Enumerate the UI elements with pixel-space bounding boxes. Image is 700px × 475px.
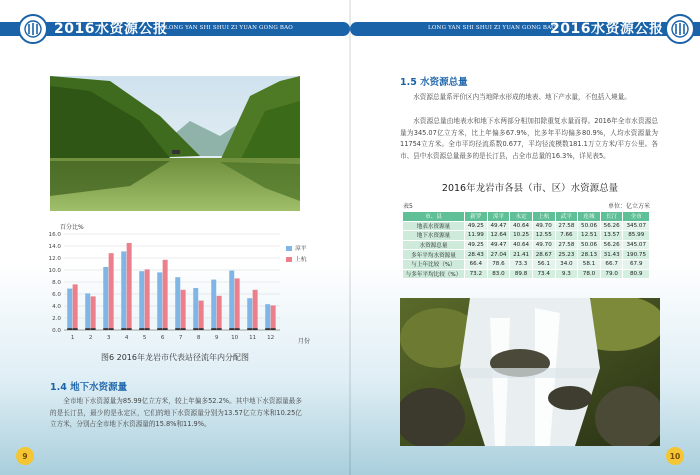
chart-bar-base bbox=[247, 328, 252, 330]
chart-ytick-label: 14.0 bbox=[48, 244, 61, 250]
chart-bar-base bbox=[127, 328, 132, 330]
waterfall-photo bbox=[400, 298, 660, 446]
chart-bar-series1 bbox=[175, 277, 180, 330]
table-cell: 66.4 bbox=[465, 259, 488, 269]
table-cell: 78.0 bbox=[578, 269, 601, 279]
chart-bar-base bbox=[73, 328, 78, 330]
table-row bbox=[403, 231, 650, 241]
table-cell: 73.4 bbox=[532, 269, 555, 279]
table-header-cell: 连城 bbox=[578, 212, 601, 222]
table-cell: 13.57 bbox=[600, 231, 623, 241]
chart-xtick-label: 9 bbox=[214, 335, 219, 341]
chart-bar-base bbox=[139, 328, 144, 330]
chart-bar-base bbox=[271, 328, 276, 330]
table-row bbox=[403, 269, 650, 279]
water-logo-icon bbox=[18, 14, 48, 44]
chart-ytick-label: 10.0 bbox=[48, 268, 61, 274]
chart-xtick-label: 4 bbox=[124, 335, 129, 341]
table-cell: 49.70 bbox=[532, 221, 555, 231]
table-header-row bbox=[403, 212, 650, 222]
table-header-cell: 上杭 bbox=[532, 212, 555, 222]
chart-xtick-label: 1 bbox=[70, 335, 75, 341]
table-header-cell: 永定 bbox=[510, 212, 533, 222]
table-cell: 27.58 bbox=[555, 221, 578, 231]
table-header-cell: 新罗 bbox=[465, 212, 488, 222]
chart-ytick-label: 12.0 bbox=[48, 256, 61, 262]
chart-bar-series1 bbox=[139, 271, 144, 330]
table-cell: 89.8 bbox=[510, 269, 533, 279]
table-row bbox=[403, 240, 650, 250]
table-cell: 49.47 bbox=[487, 221, 510, 231]
table-cell: 21.41 bbox=[510, 250, 533, 260]
chart-ytick-label: 6.0 bbox=[52, 292, 61, 298]
chart-legend-label: 漳平 bbox=[295, 246, 307, 252]
chart-ytick-label: 8.0 bbox=[52, 280, 61, 286]
header-subtitle: LONG YAN SHI SHUI ZI YUAN GONG BAO bbox=[165, 25, 294, 31]
chart-bar-series2 bbox=[253, 290, 258, 330]
page-number-left: 9 bbox=[16, 447, 34, 465]
chart-xlabel: 月份 bbox=[298, 338, 311, 345]
table-row-label: 水资源总量 bbox=[403, 240, 465, 250]
figure-caption: 图6 2016年龙岩市代表站径流年内分配图 bbox=[101, 353, 249, 362]
chart-ytick-label: 16.0 bbox=[48, 232, 61, 238]
table-cell: 7.66 bbox=[555, 231, 578, 241]
table-cell: 49.47 bbox=[487, 240, 510, 250]
runoff-chart bbox=[30, 222, 320, 350]
chart-xtick-label: 7 bbox=[178, 335, 183, 341]
chart-bar-series1 bbox=[247, 298, 252, 330]
chart-bar-base bbox=[91, 328, 96, 330]
table-cell: 31.43 bbox=[600, 250, 623, 260]
chart-legend-swatch bbox=[286, 246, 292, 251]
chart-xtick-label: 2 bbox=[88, 335, 93, 341]
chart-bar-series2 bbox=[217, 296, 222, 330]
page-number-right: 10 bbox=[666, 447, 684, 465]
chart-bar-base bbox=[235, 328, 240, 330]
table-row bbox=[403, 221, 650, 231]
section-title-total: 1.5 水资源总量 bbox=[400, 77, 468, 88]
table-cell: 12.64 bbox=[487, 231, 510, 241]
table-cell: 66.7 bbox=[600, 259, 623, 269]
table-cell: 83.0 bbox=[487, 269, 510, 279]
lake-photo bbox=[50, 76, 300, 211]
table-cell: 28.43 bbox=[465, 250, 488, 260]
table-cell: 85.99 bbox=[623, 231, 650, 241]
chart-ytick-label: 4.0 bbox=[52, 304, 61, 310]
chart-bar-base bbox=[229, 328, 234, 330]
table-title: 2016年龙岩市各县（市、区）水资源总量 bbox=[441, 183, 619, 194]
right-header bbox=[350, 14, 700, 44]
table-cell: 58.1 bbox=[578, 259, 601, 269]
chart-bar-series1 bbox=[265, 304, 270, 330]
table-header-cell: 武平 bbox=[555, 212, 578, 222]
chart-bar-series1 bbox=[103, 267, 108, 330]
chart-bar-series2 bbox=[199, 301, 204, 330]
table-cell: 12.55 bbox=[532, 231, 555, 241]
table-cell: 25.23 bbox=[555, 250, 578, 260]
chart-bar-base bbox=[253, 328, 258, 330]
table-cell: 345.07 bbox=[623, 240, 650, 250]
table-row bbox=[403, 259, 650, 269]
chart-bar-base bbox=[181, 328, 186, 330]
table-cell: 49.25 bbox=[465, 240, 488, 250]
table-cell: 79.0 bbox=[600, 269, 623, 279]
chart-bar-base bbox=[121, 328, 126, 330]
chart-bar-base bbox=[109, 328, 114, 330]
chart-bar-series1 bbox=[157, 272, 162, 330]
chart-bar-series2 bbox=[181, 290, 186, 330]
chart-xtick-label: 3 bbox=[106, 335, 111, 341]
table-cell: 50.06 bbox=[578, 240, 601, 250]
table-cell: 49.25 bbox=[465, 221, 488, 231]
table-cell: 56.26 bbox=[600, 221, 623, 231]
chart-bar-base bbox=[265, 328, 270, 330]
table-cell: 73.2 bbox=[465, 269, 488, 279]
table-unit: 单位：亿立方米 bbox=[608, 203, 651, 210]
chart-bar-series2 bbox=[145, 269, 150, 330]
table-cell: 40.64 bbox=[510, 240, 533, 250]
chart-bar-base bbox=[217, 328, 222, 330]
chart-bar-base bbox=[211, 328, 216, 330]
chart-bar-series2 bbox=[127, 243, 132, 330]
left-header bbox=[0, 14, 350, 44]
header-title: 2016水资源公报 bbox=[54, 21, 168, 37]
table-cell: 28.67 bbox=[532, 250, 555, 260]
chart-bar-base bbox=[175, 328, 180, 330]
table-cell: 67.9 bbox=[623, 259, 650, 269]
chart-bar-series2 bbox=[73, 284, 78, 330]
table-row-label: 地下水资源量 bbox=[403, 231, 465, 241]
table-row-label: 地表水资源量 bbox=[403, 221, 465, 231]
chart-bar-series1 bbox=[121, 251, 126, 330]
chart-xtick-label: 8 bbox=[196, 335, 201, 341]
table-cell: 10.25 bbox=[510, 231, 533, 241]
table-row-label: 与多年平均比较（%） bbox=[403, 269, 465, 279]
table-cell: 73.3 bbox=[510, 259, 533, 269]
table-cell: 40.64 bbox=[510, 221, 533, 231]
chart-bar-series1 bbox=[211, 280, 216, 330]
chart-ylabel: 百分比% bbox=[60, 224, 84, 231]
chart-bar-series2 bbox=[163, 260, 168, 330]
table-cell: 56.1 bbox=[532, 259, 555, 269]
table-cell: 28.13 bbox=[578, 250, 601, 260]
table-header-cell: 漳平 bbox=[487, 212, 510, 222]
table-cell: 34.0 bbox=[555, 259, 578, 269]
water-resources-table bbox=[402, 211, 650, 279]
section-title-groundwater: 1.4 地下水资源量 bbox=[50, 382, 128, 393]
right-page bbox=[350, 0, 700, 475]
table-row-label: 与上年比较（%） bbox=[403, 259, 465, 269]
table-cell: 56.26 bbox=[600, 240, 623, 250]
chart-xtick-label: 10 bbox=[231, 335, 239, 341]
table-cell: 190.75 bbox=[623, 250, 650, 260]
table-label: 表5 bbox=[403, 203, 413, 210]
header-subtitle: LONG YAN SHI SHUI ZI YUAN GONG BAO bbox=[428, 25, 557, 31]
chart-bar-series1 bbox=[229, 271, 234, 330]
chart-bar-series2 bbox=[271, 305, 276, 330]
table-header-cell: 全市 bbox=[623, 212, 650, 222]
chart-bar-series1 bbox=[193, 288, 198, 330]
table-header-cell: 长汀 bbox=[600, 212, 623, 222]
table-cell: 78.6 bbox=[487, 259, 510, 269]
chart-bar-base bbox=[145, 328, 150, 330]
table-row bbox=[403, 250, 650, 260]
total-paragraph-1: 水资源总量系评价区内当地降水形成的地表、地下产水量，不包括入境量。 bbox=[413, 93, 631, 101]
table-cell: 9.3 bbox=[555, 269, 578, 279]
table-cell: 11.99 bbox=[465, 231, 488, 241]
chart-ytick-label: 0.0 bbox=[52, 328, 61, 334]
table-row-label: 多年平均水资源量 bbox=[403, 250, 465, 260]
table-cell: 49.70 bbox=[532, 240, 555, 250]
header-title: 2016水资源公报 bbox=[550, 21, 664, 37]
table-header-cell: 市、县 bbox=[403, 212, 465, 222]
runoff-chart-svg bbox=[30, 222, 320, 350]
chart-xtick-label: 5 bbox=[142, 335, 147, 341]
table-cell: 27.58 bbox=[555, 240, 578, 250]
chart-bar-base bbox=[103, 328, 108, 330]
chart-bar-series2 bbox=[91, 296, 96, 330]
chart-bar-series1 bbox=[67, 289, 72, 330]
chart-bar-base bbox=[67, 328, 72, 330]
chart-legend-label: 上杭 bbox=[295, 257, 307, 263]
table-cell: 50.06 bbox=[578, 221, 601, 231]
chart-xtick-label: 6 bbox=[160, 335, 165, 341]
chart-bar-base bbox=[199, 328, 204, 330]
chart-bar-series2 bbox=[235, 278, 240, 330]
chart-bar-base bbox=[163, 328, 168, 330]
chart-xtick-label: 12 bbox=[267, 335, 275, 341]
chart-ytick-label: 2.0 bbox=[52, 316, 61, 322]
table-cell: 80.9 bbox=[623, 269, 650, 279]
chart-bar-base bbox=[157, 328, 162, 330]
total-paragraph-2: 水资源总量由地表水和地下水两部分相加扣除重复水量而得。2016年全市水资源总量为345.07亿立方米，比上年偏多67.9%，比多年平均偏多80.9%，人均水资源量为11754立方米。全市平均径流系数0.677，平均径流模数181.1万立方米/平方公里。各市、县中水资源总量最多的是长汀县，占全市总量的16.3%，详见表5。 bbox=[400, 117, 658, 160]
chart-bar-base bbox=[193, 328, 198, 330]
table-cell: 345.07 bbox=[623, 221, 650, 231]
chart-xtick-label: 11 bbox=[249, 335, 257, 341]
groundwater-paragraph: 全市地下水资源量为85.99亿立方米，较上年偏多52.2%。其中地下水资源量最多的是长汀县，最少的是永定区，它们的地下水资源量分别为13.57亿立方米和10.25亿立方米，分别占全市地下水资源量的15.8%和11.9%。 bbox=[50, 397, 302, 428]
table-cell: 27.04 bbox=[487, 250, 510, 260]
chart-bar-series1 bbox=[85, 293, 90, 330]
water-logo-icon bbox=[665, 14, 695, 44]
table-cell: 12.51 bbox=[578, 231, 601, 241]
chart-bar-series2 bbox=[109, 253, 114, 330]
chart-legend-swatch bbox=[286, 257, 292, 262]
chart-bar-base bbox=[85, 328, 90, 330]
